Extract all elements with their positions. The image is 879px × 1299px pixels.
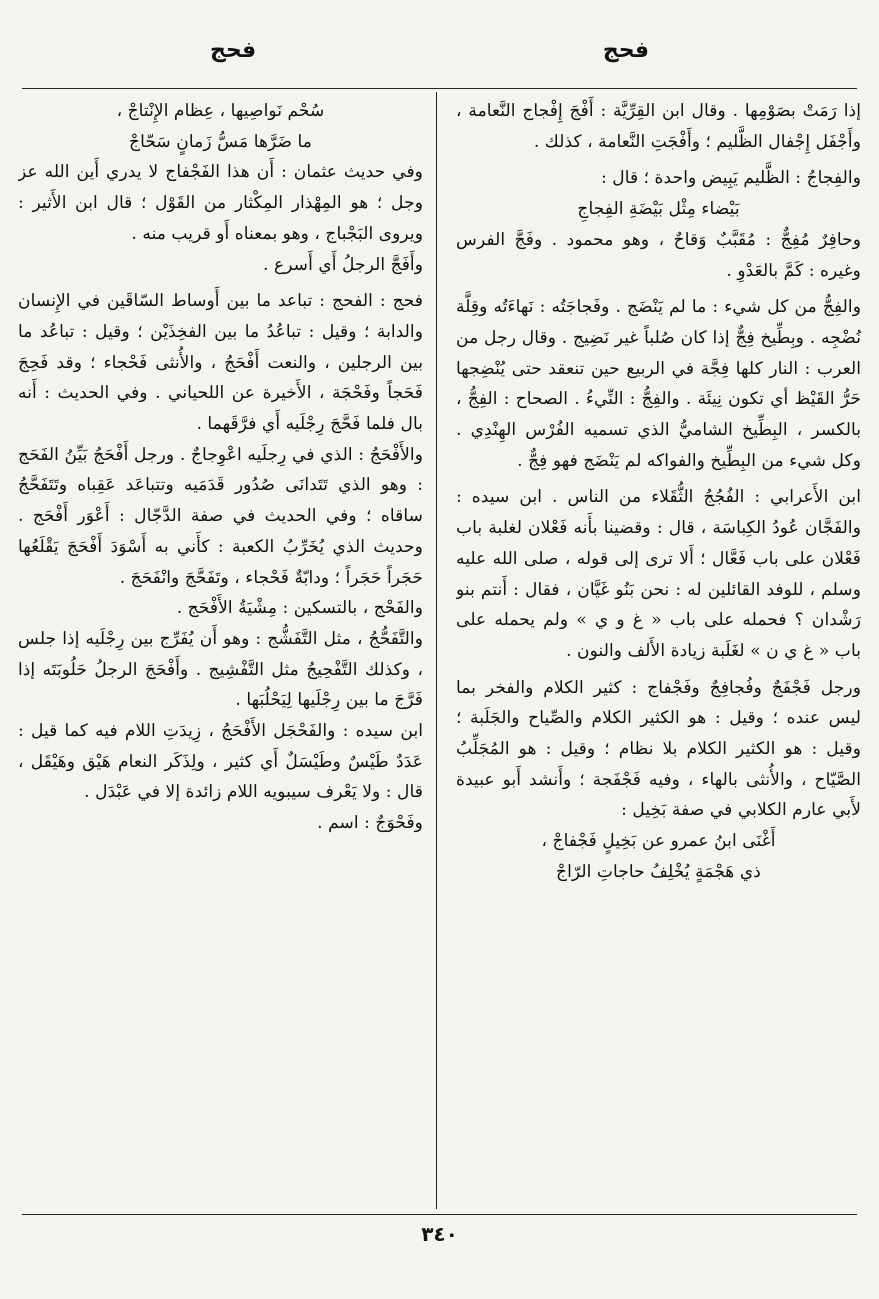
verse-line: ذي هَجْمَةٍ يُخْلِفُ حاجاتِ الرّاجْ [556,861,761,882]
paragraph: والأَفْحَجُ : الذي في رِجلَيه اعْوِجاجٌ . ورجل أَفْحَجُ بَيِّنُ الفَحَج : وهو الذي تَتَدانَى صُدُور قَدَمَيه وتتباعَد عَقِباه وتَتَفَحَّجُ ساقاه ؛ وفي الحديث في صفة الدَّجّال : أَعْوَر أَفْحَج . وحديث الذي يُخَرِّبُ الكعبة : كأَني به أَسْوَدَ أَفْحَجَ يَقْلَعُها حَجَراً حَجَراً ؛ ودابّةٌ فَحْجاء ، وتَفَحَّجَ وانْفَحَجَ . [18,444,423,588]
verse-line: بَيْضاء مِثْل بَيْضَةِ الفِجاجِ [577,199,740,220]
bottom-rule [22,1214,857,1215]
page-number: ٣٤٠ [421,1222,458,1246]
entry-fahaj: فحج : الفحج : تباعد ما بين أَوساط السّاقَين في الإِنسان والدابة ؛ وقيل : تباعُدُ ما بين الفخِذَيْن ؛ وقيل : تباعُد ما بين الرجلين ، والنعت أَفْحَجُ ، والأُنثى فَحْجاء ؛ وقد فَحِجَ فَحَجاً وفَحْجَة ، الأَخيرة عن اللحياني . وفي الحديث : أَنه بال فلما فَحَّجَ رِجْلَيه أَي فرَّقَهما . [18,291,423,435]
running-head-right: فحج [602,38,649,63]
paragraph: وفَحْوَجٌ : اسم . [317,813,423,834]
running-head-left: فحج [210,38,257,63]
paragraph: والفِجاجُ : الظَّليم يَبِيض واحدة ؛ قال : [600,168,861,189]
paragraph: ابن سيده : والفَحْجَل الأَفْحَجُ ، زِيدَتِ اللام فيه كما قيل : عَدَدٌ طَيْسٌ وطَيْسَلٌ أَي كثير ، ولِذَكَر النعام هَيْق وهَيْقَل ، قال : ولا يَعْرف سيبويه اللام زائدة إلا في عَبْدَل . [18,721,423,803]
paragraph: إذا رَمَتْ بصَوْمِها . وقال ابن القِرِّيَّة : أَفْجَ إِفْجاج النَّعامة ، وأَجْفَل إِجْفال الظَّليم ؛ وأَفْجَتِ النَّعامة ، كذلك . [456,101,861,152]
paragraph: ابن الأَعرابي : الفُجُجُ الثُّقَلاء من الناس . ابن سيده : والفَجَّان عُودُ الكِباسَة ، قال : وقضينا بأَنه فَعْلان لغلبة باب فَعْلان على باب فَعَّال ؛ أَلا ترى إلى قوله ، صلى الله عليه وسلم ، للوفد القائلين له : نحن بَنُو غَيَّان ، فقال : أَنتم بنو رَشْدان ؟ فحمله على باب « غ و ي » ولم يحمله على باب « غ ي ن » لغَلَبة زيادة الأَلف والنون . [456,487,861,661]
verse-line: أَغْنَى ابنُ عمرو عن بَخِيلٍ فَجْفاجْ ، [541,831,776,852]
paragraph: والتَّفَحُّجُ ، مثل التَّفَشُّج : وهو أَن يُفَرِّج بين رِجْلَيه إذا جلس ، وكذلك التَّفْحِيجُ مثل التَّفْشِيج . وأَفْحَجَ الرجلُ حَلُوبَتَه إذا فَرَّجَ ما بين رِجْلَيها لِيَحْلُبَها . [18,628,423,711]
right-column [456,96,861,1209]
column-divider [436,92,437,1209]
paragraph: والفِجُّ من كل شيء : ما لم يَنْضَج . وفَجاجَتُه : نَهاءَتُه وقِلَّة نُضْجِه . وبِطِّيخ فِجٌّ إذا كان صُلباً غير نَضِيج . وقال رجل من العرب : النار كلها فِجَّة في الربيع حين تنعقد حتى يُنْضِجها حَرُّ القَيْظ أي تكون نِيئَة . والفِجُّ : النِّيءُ . الصحاح : الفِجُّ ، بالكسر ، البِطِّيخ الشاميُّ الذي تسميه الفُرْس الهِنْدِي . وكل شيء من البِطِّيخ والفواكه لم يَنْضَج فهو فِجٌّ . [456,297,861,471]
paragraph: وفي حديث عثمان : أَن هذا الفَجْفاج لا يدري أَين الله عز وجل ؛ هو المِهْذار المِكْثار من القَوْل ؛ قال ابن الأَثير : ويروى البَجْباج ، وهو بمعناه أَو قريب منه . [18,162,423,244]
paragraph: ورجل فَجْفَجٌ وفُجافِجٌ وفَجْفاج : كثير الكلام والفخر بما ليس عنده ؛ وقيل : هو الكثير الكلام والصِّياح والجَلَبة ؛ وقيل : هو الكثير الكلام بلا نظام ؛ وقيل : هو المُجَلِّبُ الصَّيّاح ، والأُنثى بالهاء ، وفيه فَجْفَجة ؛ وأَنشد أَبو عبيدة لأَبي عارم الكلابي في صفة بَخِيل : [456,677,861,821]
verse-line: ما ضَرَّها مَسُّ زَمانٍ سَحّاجْ [129,131,312,152]
paragraph: وحافِرٌ مُفِجٌّ : مُقَبَّبٌ وَقاحٌ ، وهو محمود . وفَجَّ الفرس وغيره : كَمَّ بالعَدْوِ . [456,229,861,281]
verse-line: سُحْم نَواصِيها ، عِظام الإِنْتاجْ ، [116,101,325,121]
paragraph: والفَحْج ، بالتسكين : مِشْيَةُ الأَفْحَج . [176,598,423,619]
paragraph: وأَفَجَّ الرجلُ أَي أَسرع . [263,254,423,275]
top-rule [22,88,857,89]
left-column [18,96,423,1209]
